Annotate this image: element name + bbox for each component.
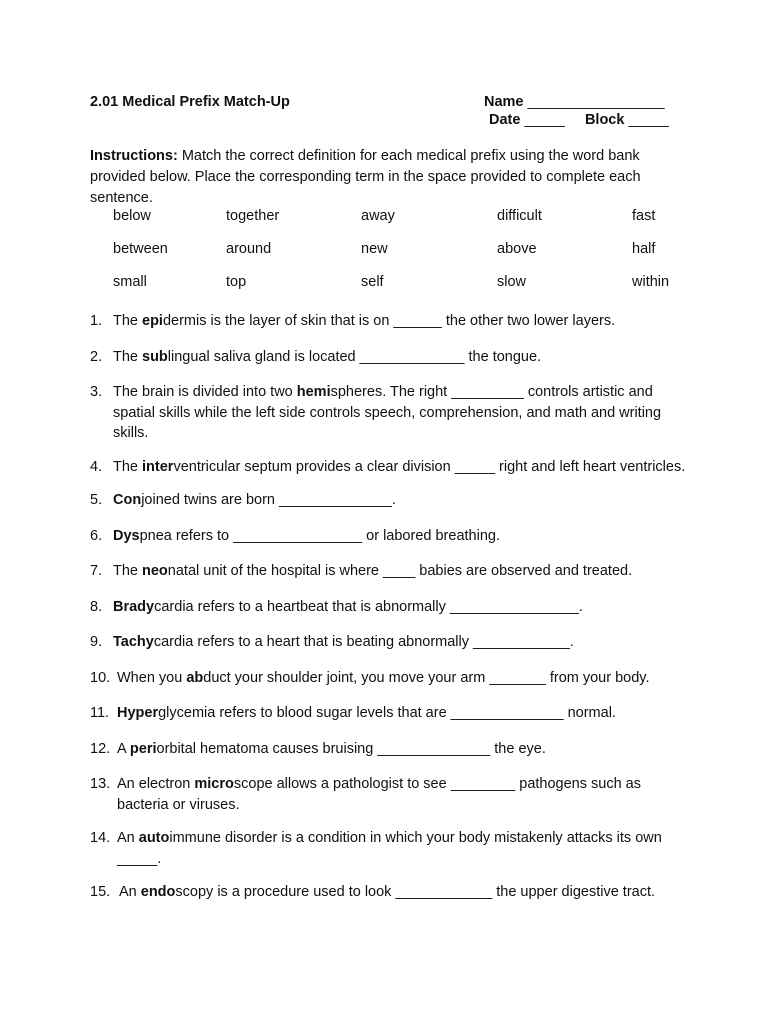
name-blank: _________________ (527, 94, 665, 110)
question-number: 5. (90, 492, 103, 508)
word-bank-term: above (497, 241, 537, 257)
date-block-line (489, 112, 669, 128)
question-number: 15. (90, 884, 111, 900)
question-item (90, 347, 690, 368)
question-text-rest: joined twins are born ______________. (141, 492, 396, 508)
question-number: 10. (90, 669, 111, 686)
question-text-lead: An (117, 830, 139, 846)
date-blank: _____ (524, 112, 565, 128)
question-number: 14. (90, 830, 111, 846)
medical-prefix: Dys (113, 527, 140, 544)
instructions (90, 146, 680, 209)
medical-prefix: endo (140, 884, 176, 900)
question-item (90, 774, 690, 815)
page-title: 2.01 Medical Prefix Match-Up (90, 94, 290, 110)
block-label: Block (584, 112, 625, 128)
question-text-rest: glycemia refers to blood sugar levels that are ______________ normal. (158, 705, 616, 721)
question-text-rest: spheres. The right _________ controls artistic and spatial skills while the left side controls speech, comprehension, and math and writing skills. (113, 384, 662, 441)
question-text (90, 828, 690, 869)
medical-prefix: auto (138, 830, 170, 846)
question-text-rest: ventricular septum provides a clear division _____ right and left heart ventricles. (173, 458, 686, 475)
question-text (90, 457, 690, 478)
word-bank-term: around (226, 241, 272, 257)
question-text-rest: cardia refers to a heart that is beating abnormally ____________. (153, 634, 574, 650)
word-bank-term: small (113, 274, 147, 290)
question-text (90, 526, 690, 547)
medical-prefix: Con (113, 492, 142, 508)
question-text-rest: scope allows a pathologist to see ________ pathogens such as bacteria or viruses. (117, 776, 641, 813)
word-bank-term: slow (497, 274, 527, 290)
medical-prefix: Tachy (113, 634, 154, 650)
block-blank: _____ (628, 112, 669, 128)
question-item (90, 668, 690, 689)
question-text-lead: The (113, 348, 143, 365)
word-bank-term: new (361, 241, 388, 257)
question-text (90, 561, 690, 582)
question-item (90, 703, 690, 724)
question-text-lead: A (117, 740, 130, 757)
medical-prefix: Hyper (117, 705, 159, 721)
question-text (90, 668, 690, 689)
question-number: 12. (90, 740, 111, 757)
word-bank-row (113, 241, 693, 274)
question-text (90, 739, 690, 760)
question-text (90, 311, 690, 332)
question-item (90, 597, 690, 618)
instructions-text: Match the correct definition for each medical prefix using the word bank provided below. Place the corresponding term in the space provided to complete each sentence. (90, 148, 641, 206)
question-text (90, 347, 690, 368)
instructions-label: Instructions: (90, 148, 178, 164)
question-text (90, 774, 690, 815)
question-number: 6. (90, 527, 103, 544)
question-text-lead: When you (117, 669, 187, 686)
question-item (90, 311, 690, 332)
question-text-lead: The (113, 563, 143, 579)
name-label: Name (484, 94, 524, 110)
question-text-rest: orbital hematoma causes bruising ______________ the eye. (156, 740, 546, 757)
question-number: 2. (90, 348, 103, 365)
word-bank-term: together (226, 208, 280, 224)
medical-prefix: Brady (113, 598, 155, 615)
question-text (90, 382, 690, 444)
question-text (90, 597, 690, 618)
word-bank (113, 208, 693, 307)
question-text (90, 703, 690, 724)
question-text-rest: dermis is the layer of skin that is on ______ the other two lower layers. (162, 313, 616, 329)
medical-prefix: micro (194, 776, 234, 792)
question-text (90, 490, 690, 511)
word-bank-row (113, 274, 693, 307)
question-item (90, 882, 690, 903)
question-number: 11. (90, 705, 110, 721)
medical-prefix: epi (142, 313, 163, 329)
medical-prefix: hemi (296, 384, 331, 400)
word-bank-term: between (113, 241, 168, 257)
question-number: 9. (90, 634, 103, 650)
question-text-lead: An electron (117, 776, 195, 792)
question-number: 8. (90, 598, 103, 615)
question-text-lead: The brain is divided into two (113, 384, 297, 400)
word-bank-term: fast (632, 208, 656, 224)
question-text (90, 632, 690, 653)
question-item (90, 632, 690, 653)
medical-prefix: ab (186, 669, 204, 686)
word-bank-term: difficult (497, 208, 542, 224)
question-number: 1. (90, 313, 103, 329)
question-number: 4. (90, 458, 103, 475)
word-bank-term: below (113, 208, 151, 224)
word-bank-term: self (361, 274, 384, 290)
question-text-lead: The (113, 458, 143, 475)
word-bank-term: within (632, 274, 670, 290)
word-bank-term: half (632, 241, 656, 257)
question-text-rest: natal unit of the hospital is where ____ babies are observed and treated. (167, 563, 633, 579)
medical-prefix: neo (142, 563, 168, 579)
question-number: 13. (90, 776, 111, 792)
name-line (484, 94, 665, 110)
word-bank-row (113, 208, 693, 241)
question-text (90, 882, 690, 903)
question-item (90, 561, 690, 582)
question-list (90, 311, 690, 903)
question-item (90, 526, 690, 547)
question-item (90, 828, 690, 869)
question-item (90, 457, 690, 478)
question-number: 7. (90, 563, 103, 579)
question-text-rest: scopy is a procedure used to look ____________ the upper digestive tract. (175, 884, 656, 900)
question-text-rest: pnea refers to ________________ or labored breathing. (139, 527, 500, 544)
question-text-rest: duct your shoulder joint, you move your arm _______ from your body. (203, 669, 650, 686)
medical-prefix: inter (142, 458, 174, 475)
question-text-lead: The (113, 313, 143, 329)
word-bank-term: away (361, 208, 395, 224)
question-item (90, 739, 690, 760)
question-text-lead: An (119, 884, 141, 900)
question-item (90, 382, 690, 444)
question-item (90, 490, 690, 511)
question-text-rest: immune disorder is a condition in which your body mistakenly attacks its own _____. (117, 830, 662, 867)
question-text-rest: lingual saliva gland is located _____________ the tongue. (167, 348, 542, 365)
date-label: Date (489, 112, 521, 128)
question-number: 3. (90, 384, 103, 400)
medical-prefix: peri (129, 740, 157, 757)
word-bank-term: top (226, 274, 247, 290)
medical-prefix: sub (142, 348, 168, 365)
question-text-rest: cardia refers to a heartbeat that is abnormally ________________. (154, 598, 583, 615)
